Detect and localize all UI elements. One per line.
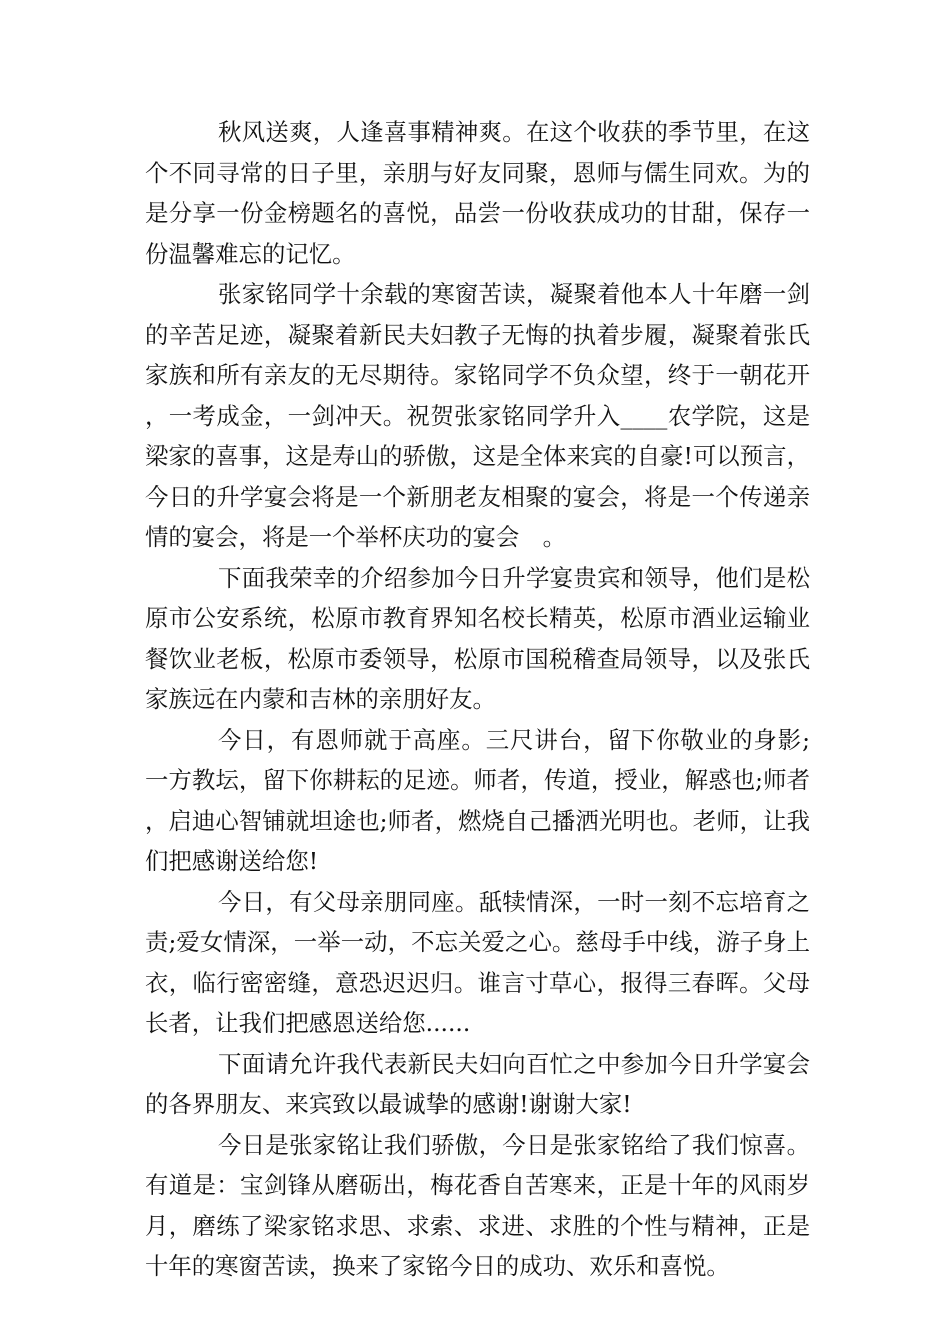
paragraph-guest-introduction: 下面我荣幸的介绍参加今日升学宴贵宾和领导，他们是松原市公安系统，松原市教育界知名校长精英，松原市酒业运输业餐饮业老板，松原市委领导，松原市国税稽查局领导，以及张氏家族远在内蒙和吉林的亲朋好友。 bbox=[145, 563, 810, 713]
paragraph-pride: 今日是张家铭让我们骄傲，今日是张家铭给了我们惊喜。有道是：宝剑锋从磨砺出，梅花香自苦寒来，正是十年的风雨岁月，磨练了梁家铭求思、求索、求进、求胜的个性与精神，正是十年的寒窗苦读，换来了家铭今日的成功、欢乐和喜悦。 bbox=[145, 1130, 810, 1280]
document-body bbox=[145, 112, 810, 1287]
paragraph-parents: 今日，有父母亲朋同座。舐犊情深，一时一刻不忘培育之责;爱女情深，一举一动，不忘关爱之心。慈母手中线，游子身上衣，临行密密缝，意恐迟迟归。谁言寸草心，报得三春晖。父母长者，让我们把感恩送给您...... bbox=[145, 887, 810, 1037]
paragraph-opening: 秋风送爽，人逢喜事精神爽。在这个收获的季节里，在这个不同寻常的日子里，亲朋与好友同聚，恩师与儒生同欢。为的是分享一份金榜题名的喜悦，品尝一份收获成功的甘甜，保存一份温馨难忘的记忆。 bbox=[145, 118, 810, 268]
paragraph-congratulations: 张家铭同学十余载的寒窗苦读，凝聚着他本人十年磨一剑的辛苦足迹，凝聚着新民夫妇教子无悔的执着步履，凝聚着张氏家族和所有亲友的无尽期待。家铭同学不负众望，终于一朝花开，一考成金，一剑冲天。祝贺张家铭同学升入____农学院，这是梁家的喜事，这是寿山的骄傲，这是全体来宾的自豪!可以预言，今日的升学宴会将是一个新朋老友相聚的宴会，将是一个传递亲情的宴会，将是一个举杯庆功的宴会 。 bbox=[145, 280, 810, 551]
paragraph-thanks: 下面请允许我代表新民夫妇向百忙之中参加今日升学宴会的各界朋友、来宾致以最诚挚的感谢!谢谢大家! bbox=[145, 1049, 810, 1118]
paragraph-teachers: 今日，有恩师就于高座。三尺讲台，留下你敬业的身影;一方教坛，留下你耕耘的足迹。师者，传道，授业，解惑也;师者，启迪心智铺就坦途也;师者，燃烧自己播洒光明也。老师，让我们把感谢送给您! bbox=[145, 725, 810, 875]
